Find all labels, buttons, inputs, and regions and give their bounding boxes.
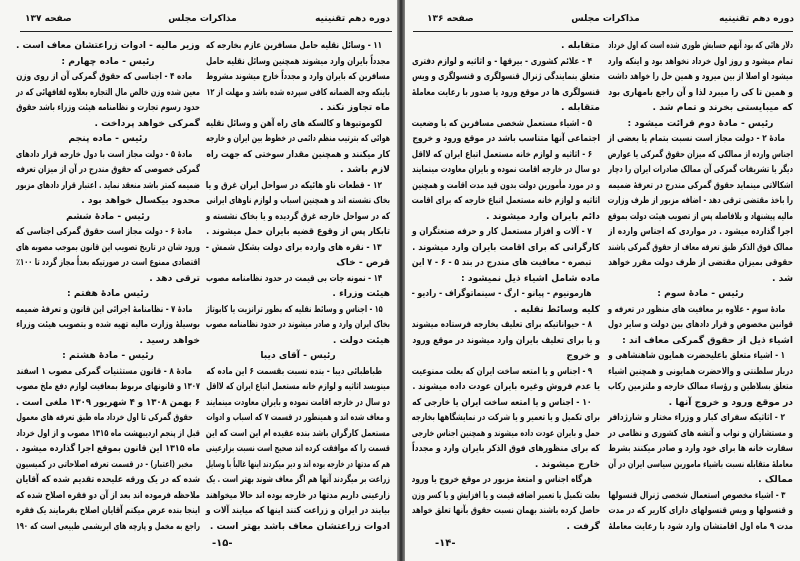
speaker-heading-line: رئیس - مادهٔ دوم قرائت میشود :: [627, 117, 774, 129]
text-line: هارمونیوم - پیانو - ارگ - سینماتوگراف - رادیو -: [411, 288, 592, 299]
page-136: [405, 0, 800, 561]
text-line: خواهد رسید .: [139, 334, 200, 346]
text-line: هم که مدتها در خارجه بوده اند و دیر میکردند اینها غالباً با وسایل: [205, 458, 390, 470]
text-line: طباطبائی دیبا - بنده نسبت بقسمت ۶ این ماده که: [206, 365, 383, 377]
text-line: ترقی دهد .: [149, 272, 200, 284]
text-line: ۱۱ - وسائل نقلیه حامل مسافرین عازم بخارجه که: [205, 40, 383, 51]
page-number: صفحه ۱۳۷: [25, 14, 72, 24]
speaker-heading-line: رئیس - آقای دیبا: [260, 350, 336, 361]
text-line: مالیه پیشنهاد و بلافاصله پس از تصویب هیئت دولت بموقع: [607, 210, 793, 222]
text-line: مادهٔ ۲ - دولت مجاز است نسبت بتمام یا بعضی از: [607, 133, 785, 144]
text-line: خارج میشوند .: [534, 458, 600, 470]
text-line: تابکار پس از وقوع قضیه بایران حمل میشوند .: [206, 226, 390, 237]
page-number: صفحه ۱۳۶: [427, 14, 474, 24]
text-line: یا عدم فروش وغیره بایران عودت داده میشوند .: [412, 381, 600, 392]
session-label: دوره دهم تقنینیه: [315, 14, 390, 24]
text-line: شد .: [771, 272, 793, 284]
text-line: و در مورد مأمورین دولت بدون قید مدت اقامت و همچنین: [412, 179, 600, 191]
text-line: کار میکنند و همچنین مقدار سوختی که جهت راه: [206, 148, 390, 160]
text-line: زراعت بر میگردند آنها هم اگر معاف شوند بهتر است . یک: [206, 474, 390, 485]
book-gutter: [397, 0, 405, 561]
text-line: هیئت وزراء .: [332, 288, 390, 299]
text-line: مجدداً بایران وارد میشوند همچنین وسائل نقلیه حامل: [206, 55, 390, 67]
text-line: قبل از پنجم اردیبهشت ماه ۱۳۱۵ مصوب و از اول خرداد: [16, 427, 200, 439]
text-line: و خروج: [566, 350, 600, 361]
text-line: ۷ - آلات و افزار مستعمل کار و حرفه صنعتگران و: [411, 226, 592, 237]
text-line: حقوق گمرکی تا اول خرداد ماه طبق تعرفه های معمول: [16, 412, 193, 423]
text-line: اینجا بنده عرض میکنم آقایان اصلاح بفرمایند یک فقره: [15, 505, 200, 516]
text-line: گرفت .: [566, 520, 600, 532]
speaker-heading-line: رئیس - مادهٔ سوم :: [657, 288, 744, 299]
page-footer-number: -۱۴-: [435, 538, 456, 549]
text-line: هیئت دولت .: [332, 334, 390, 346]
text-line: دربار سلطنتی و والاحضرت همایونی و همچنین اشیاء: [608, 365, 793, 377]
text-line: ماده شامل اشیاء ذیل نمیشود :: [461, 272, 600, 284]
text-line: کلیه وسائط نقلیه .: [513, 303, 600, 315]
speaker-heading-line: رئیس - ماده چهارم :: [61, 55, 155, 67]
text-line: معین شده وزن خالص مال التجاره بعلاوه لفافهائی که در: [15, 86, 200, 98]
text-line: حمل و بایران عودت داده میشوند و همچنین اجناس خارجی: [411, 427, 600, 439]
text-line: میشود او اصلا از بین میرود و همین حل را خواهد داشت: [607, 71, 793, 82]
page-header: [417, 12, 794, 30]
text-line: قوانین مخصوص و قرار دادهای بین دولت و سایر دول: [607, 319, 793, 330]
text-line: بخاک ایران وارد و صادر میشوند در حدود نظامنامه مصوب: [205, 319, 390, 330]
text-line: ماده ۴ - اجناسی که حقوق گمرکی آن از روی وزن: [16, 71, 193, 82]
text-line: ۱۲ - قطعات ناو هائیکه در سواحل ایران غرق و یا: [205, 179, 382, 191]
page-header: [15, 12, 390, 30]
text-line: دیگر یا تشریفات گمرکی آن ممالک صادرات ایران را دچار: [608, 164, 793, 175]
text-line: اثاثیه و لوازم خانه مستعمل اتباع خارجه که برای اقامت: [411, 195, 600, 206]
text-line: مخبر (اعتبار) - در قسمت تعرفه اصلاحاتی در کمیسیون: [15, 458, 193, 470]
page-title: مذاکرات مجلس: [168, 14, 237, 24]
text-line: مادهٔ ۵ - دولت مجاز است با دول خارجه قرار دادهای: [15, 148, 193, 160]
text-line: دو سال در خارجه اقامت نموده و بایران معاودت مینمایند: [206, 396, 390, 408]
text-line: ۶ - اثاثیه و لوازم خانه مستعمل اتباع ایران که لااقل: [411, 148, 593, 160]
speaker-heading-line: رئیس - مادهٔ ششم: [66, 210, 150, 222]
text-line: بخاک نشسته اند و همچنین اسباب و لوازم ناوهای ایرانی: [206, 195, 390, 206]
text-line: مدت ۹ ماه اول اقامتشان وارد شود با رعایت معاملهٔ: [608, 520, 793, 532]
text-line: لکوموتیوها و کالسکه های راه آهن و وسائل نقلیه: [205, 117, 383, 129]
text-line: مادهٔ ۷ - نظامنامهٔ اجرائی این قانون و تعرفهٔ ضمیمه: [15, 303, 193, 315]
text-line: تمام میشود و روز اول خرداد نخواهد بود و اینکه وارد: [607, 55, 793, 67]
text-line: ۹ - اجناس و یا امتعه ساخت ایران که بعلت ممنوعیت: [411, 365, 593, 377]
text-line: ۵ - اشیاء مستعمل شخصی مسافرین که با وضعیت: [411, 117, 592, 129]
text-line: ۶ بهمن ۱۳۰۸ و ۴ شهریور ۱۳۰۹ ملغی است .: [15, 396, 200, 408]
text-line: دو سال در خارجه اقامت نموده و بایران معاودت مینمایند: [412, 164, 600, 175]
text-line: محدود بیکسال خواهد بود .: [81, 195, 200, 206]
text-line: هرگاه اجناس و امتعهٔ مزبور در موقع خروج یا ورود: [411, 474, 593, 485]
text-line: و قنسولها و ویس قنسولهای دارای کاریر که در مدت: [608, 505, 793, 516]
text-line: دلار هائی که بود آنهم حسابش طوری شده است که اول خرداد: [608, 40, 793, 51]
text-line: دائم بایران وارد میشوند .: [485, 210, 600, 222]
text-line: و همین تا کی را میبرد لذا و آن راجع بامهاری بود: [608, 86, 793, 98]
text-line: ۱۳ - نقره های وارده برای دولت بشکل شمش -: [205, 241, 382, 253]
header-rule: [20, 31, 392, 32]
text-line: ممالک .: [758, 474, 793, 485]
text-line: که میبایستی بخرند و تمام شد .: [652, 102, 793, 113]
text-line: مینویسد اثاثیه و لوازم خانه مستعمل اتباع ایران که لااقل: [206, 381, 390, 392]
text-line: اجتماعی آنها متناسب باشد در موقع ورود و خروج: [412, 133, 600, 144]
text-line: اشکالاتی مینماید حقوق گمرکی مندرج در تعرفهٔ ضمیمه: [608, 179, 793, 191]
text-line: لازم باشد .: [340, 164, 390, 175]
speaker-heading-line: وزیر مالیه - ادوات زراعتشان معاف است .: [15, 40, 200, 51]
text-line: معاملهٔ متقابله نسبت باشیاء مامورین سیاسی ایران در آن: [608, 458, 793, 470]
text-line: ورود شان در تاریخ تصویب این قانون بموجب مصوبه های: [15, 241, 200, 253]
text-line: تبصره - معافیت های مندرج در بند ۵ - ۶ - ۷ این: [411, 257, 592, 268]
text-line: ۴ - علائم کشوری - بیرقها - و اثاثیه و لوازم دفتری: [412, 55, 593, 67]
text-line: که در سواحل خارجه غرق گردیده و یا بخاک نشسته و: [205, 210, 390, 222]
text-line: را باخذ مقتضی ترقی دهد - اضافه مزبور از طرف وزارت: [607, 195, 793, 206]
text-line: حاصل کرده باشند بهمان نسبت حقوق بآنها تعلق خواهد: [411, 505, 600, 516]
speaker-heading-line: رئیس - ماده پنجم: [68, 133, 148, 144]
text-line: گمرکی خصوصی که حقوق مندرج در آن از میزان تعرفه: [16, 164, 201, 175]
text-line: مادهٔ ۸ - قانون مستثنیات گمرکی مصوب ۱ اسفند: [16, 365, 192, 377]
text-line: سفارت خانه ها برای خود وارد و صادر میکنند بشرط: [608, 443, 793, 454]
text-line: که برای منظورهای فوق الذکر بایران وارد و مجدداً: [412, 443, 600, 454]
page-footer-number: -۱۵-: [212, 538, 233, 549]
text-line: باینکه وجه الضمانه کافی سپرده شده باشد و مهلت از ۱۲: [206, 86, 390, 98]
header-rule: [413, 31, 793, 32]
text-line: مسافرین که بایران وارد و مجدداً خارج میشوند مشروط: [206, 71, 390, 82]
text-line: قسمت را که موافقت کرده اند صحیح است نسبت بزارعینی: [205, 443, 390, 454]
text-line: اقتصادی ممنوع است در صورتیکه بعداً مجاز گردد تا ۱۰۰٪: [16, 257, 200, 268]
text-column-left: [412, 38, 600, 534]
text-line: ادوات زراعتشان معاف باشد بهتر است .: [209, 520, 390, 532]
text-line: بعلت تکمیل یا تعمیر اضافه قیمت و یا افزایش و یا کسر وزن: [411, 489, 600, 501]
text-line: در موقع ورود و خروج آنها .: [668, 396, 793, 408]
text-line: کارگرانی که برای اقامت بایران وارد میشوند .: [412, 241, 600, 253]
text-line: ملاحظه فرموده اند بعد از آن دو فقره اصلاح شده که: [16, 489, 201, 501]
text-line: راجع به مخمل و پارچه های ابریشمی طبیعی است که ۱۹۰: [15, 520, 200, 532]
text-line: ممالک فوق الذکر طبق تعرفه معاف از حقوق گمرکی باشند: [607, 241, 793, 253]
text-line: بوسیلهٔ وزارت مالیه تهیه شده و بتصویب هیئت وزراء: [16, 319, 201, 330]
text-line: اشیاء ذیل از حقوق گمرکی معاف اند :: [622, 334, 793, 346]
text-line: حدود رسوم تجارت و نظامنامه هیئت وزراء باشد حقوق: [16, 102, 200, 113]
text-line: متعلق بسلاطین و رؤساء ممالک خارجه و ملتزمین رکاب: [608, 381, 793, 392]
page-title: مذاکرات مجلس: [571, 14, 640, 24]
text-line: و یا برای تعلیف بایران وارد میشوند در موقع ورود: [412, 334, 600, 346]
text-line: ۱۵ - اجناس و وسائط نقلیه که بطور ترانزیت یا کابوتاژ: [205, 303, 383, 315]
text-line: متعلق بنمایندگی ژنرال قنسولگری و قنسولگری و ویس: [412, 71, 600, 82]
text-line: ضمیمه کمتر باشد منعقد نماید . اعتبار قرار دادهای مزبور: [16, 179, 200, 191]
text-line: ۲ - اثاثیکه سفرای کبار و وزراء مختار و شارژدافر: [607, 412, 785, 423]
text-line: هوائی که بترتیب منظم دائمی در خطوط بین ایران و خارجه: [205, 133, 390, 144]
text-line: ۱۴ - نمونه جات بی قیمت در حدود نظامنامه مصوب: [206, 272, 383, 284]
text-line: قرص - خاک: [336, 257, 390, 268]
text-line: ۱ - اشیاء متعلق باعلیحضرت همایون شاهنشاهی و: [608, 350, 786, 361]
text-line: مادهٔ ۶ - دولت مجاز است حقوق گمرکی اجناسی که: [15, 226, 193, 237]
text-column-right: [608, 38, 793, 534]
speaker-heading-line: رئیس - مادهٔ هشتم :: [62, 350, 154, 361]
text-line: زارعینی داریم مدتها در خارجه بوده اند حالا میخواهند: [205, 489, 390, 501]
text-line: بیایند در ایران و زراعت کنند اینها که میایند آلات و: [205, 505, 390, 516]
page-137: [0, 0, 397, 561]
text-line: ۱۳۰۷ و قانونهای مربوط بمعافیت لوازم دفع ملخ مصوب: [16, 381, 200, 392]
text-column-right: [206, 38, 390, 534]
text-line: و معاف شده اند و همینطور در قسمت ۷ که اسباب و ادوات: [206, 412, 390, 423]
text-line: و مستشاران و نواب و آتشه های کشوری و نظامی در: [607, 427, 793, 439]
text-line: مادهٔ سوم - علاوه بر معافیت های منظور در تعرفه و: [607, 303, 786, 315]
text-line: قنسولگری ها در موقع ورود یا صدور با رعایت معاملهٔ: [411, 86, 600, 98]
text-line: ماه تجاوز نکند .: [319, 102, 390, 113]
text-line: ۱۰ - اجناس و یا امتعه ساخت ایران یا خارجی که: [412, 396, 592, 408]
text-line: گمرکی خواهد پرداخت .: [94, 117, 200, 129]
text-line: برای تکمیل و یا تعمیر و یا شرکت در نمایشگاهها بخارجه: [411, 412, 600, 423]
text-line: اجناس وارده از ممالکی که میزان حقوق گمرکی یا عوارض: [607, 148, 793, 160]
session-label: دوره دهم تقنینیه: [719, 14, 794, 24]
text-column-left: [16, 38, 200, 534]
text-line: حقوقی بمیزان مقتضی از طرف دولت مقرر خواهد: [608, 257, 793, 268]
text-line: ماه ۱۳۱۵ این قانون بموقع اجرا گذارده میشود .: [15, 443, 200, 454]
text-line: متقابله .: [561, 102, 600, 113]
text-line: ۸ - حیواناتیکه برای تعلیف بخارجه فرستاده میشوند: [411, 319, 593, 330]
speaker-heading-line: رئیس مادهٔ هفتم :: [67, 288, 149, 299]
text-line: متقابله .: [561, 40, 600, 51]
text-line: اجرا گذارده میشود . در مواردی که اجناس وارده از: [608, 226, 793, 237]
text-line: مستعمل کارگران باشد بنده عقیده ام این است که این: [205, 427, 390, 439]
text-line: ۳ - اشیاء مخصوص استعمال شخصی ژنرال قنسولها: [608, 489, 786, 501]
text-line: شده که در یک ورقه علیحده تقدیم شده که آقایان: [15, 474, 200, 485]
